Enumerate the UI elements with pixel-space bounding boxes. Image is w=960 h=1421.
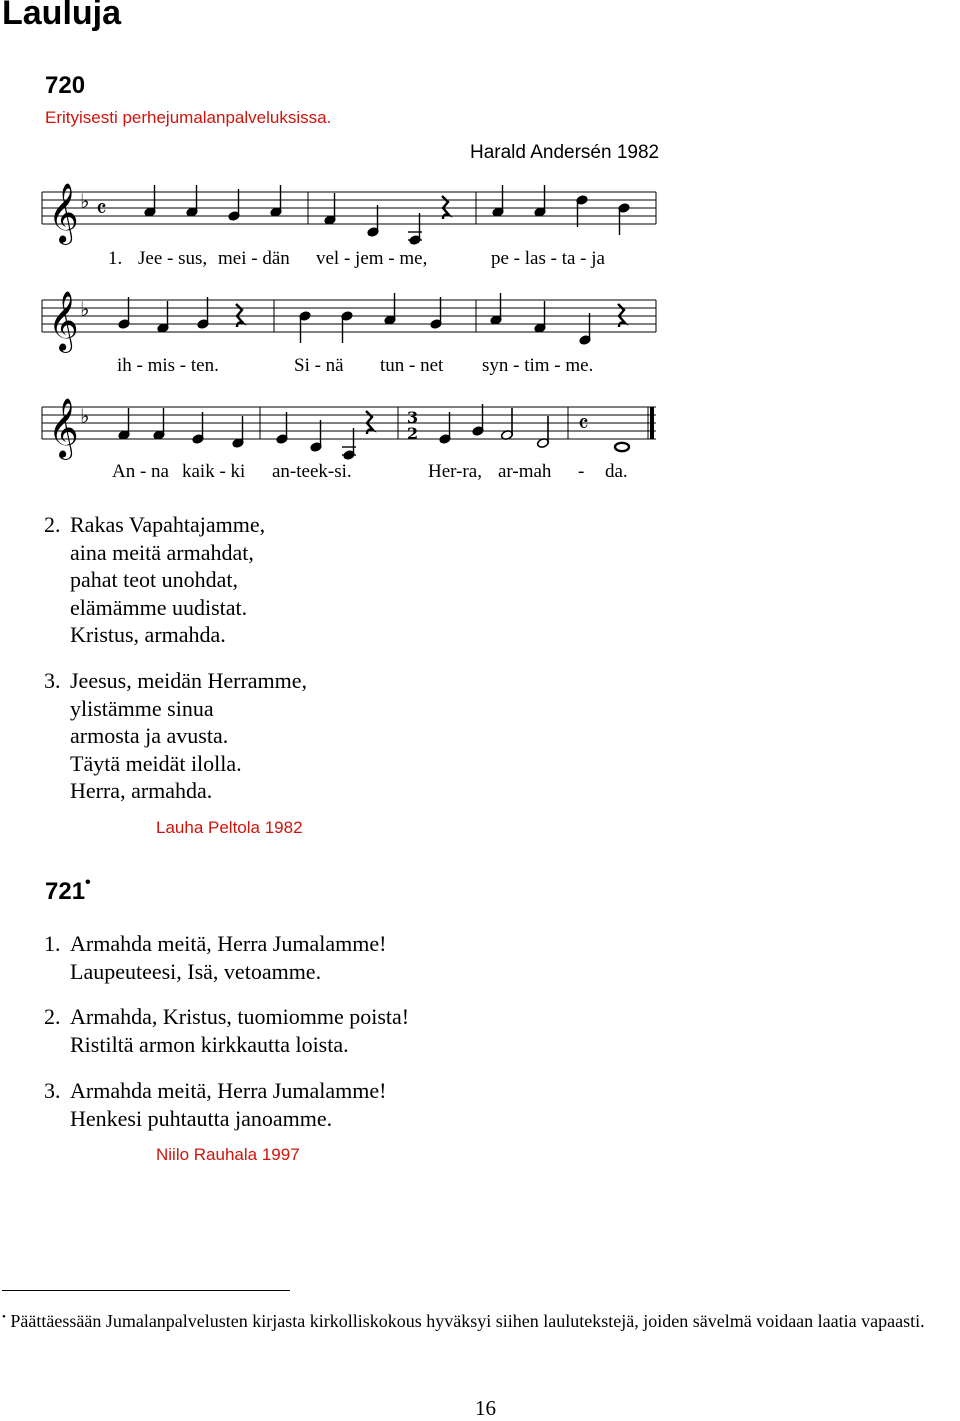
verse-number: 2. bbox=[44, 1004, 61, 1029]
lyric-syllable: tun - net bbox=[380, 355, 444, 376]
verse-line: Armahda meitä, Herra Jumalamme! bbox=[70, 1078, 387, 1103]
verse-number: 3. bbox=[44, 668, 61, 693]
lyric-syllable: ar-mah bbox=[498, 461, 552, 482]
music-staff-1 bbox=[40, 180, 660, 250]
hymn-721-verse-2 bbox=[44, 1003, 409, 1058]
footnote-marker: • bbox=[85, 874, 91, 891]
svg-text:𝄴: 𝄴 bbox=[96, 195, 107, 223]
verse-line: Ristiltä armon kirkkautta loista. bbox=[70, 1031, 349, 1057]
lyric-syllable: kaik - ki bbox=[182, 461, 246, 482]
footnote-divider bbox=[2, 1290, 290, 1291]
lyric-syllable: mei - dän bbox=[218, 248, 290, 269]
lyric-syllable: an-teek-si. bbox=[272, 461, 352, 482]
lyric-syllable: - bbox=[578, 461, 585, 482]
music-staff-2 bbox=[40, 288, 660, 358]
verse-line: Armahda, Kristus, tuomiomme poista! bbox=[70, 1004, 410, 1029]
verse-line: armosta ja avusta. bbox=[70, 723, 229, 748]
verse-line: Armahda meitä, Herra Jumalamme! bbox=[70, 931, 387, 956]
footnote-text: Päättäessään Jumalanpalvelusten kirjasta kirkolliskokous hyväksyi siihen laulutekstejä, joiden sävelmä voidaan laatia vapaasti. bbox=[10, 1311, 925, 1331]
verse-line: Henkesi puhtautta janoamme. bbox=[70, 1105, 333, 1131]
page-number: 16 bbox=[475, 1396, 496, 1420]
verse-line: Täytä meidät ilolla. bbox=[70, 750, 242, 776]
music-staff-3 bbox=[40, 395, 660, 465]
hymn-721-verse-1 bbox=[44, 930, 386, 985]
hymn-721-number-text: 721 bbox=[45, 878, 86, 905]
hymn-720-verse-2 bbox=[44, 511, 265, 649]
lyric-syllable: 1. bbox=[108, 248, 123, 269]
svg-text:𝄞: 𝄞 bbox=[48, 183, 79, 243]
hymn-720-author: Lauha Peltola 1982 bbox=[156, 818, 303, 837]
verse-line: Laupeuteesi, Isä, vetoamme. bbox=[70, 958, 322, 984]
footnote-marker: • bbox=[2, 1311, 6, 1323]
hymn-721-author: Niilo Rauhala 1997 bbox=[156, 1145, 300, 1164]
verse-line: elämämme uudistat. bbox=[70, 594, 248, 620]
hymn-720-number: 720 bbox=[45, 72, 86, 99]
lyric-syllable: An - na bbox=[112, 461, 169, 482]
verse-line: Jeesus, meidän Herramme, bbox=[70, 668, 308, 693]
lyric-syllable: da. bbox=[605, 461, 628, 482]
lyric-syllable: ih - mis - ten. bbox=[117, 355, 219, 376]
lyric-syllable: pe - las - ta - ja bbox=[491, 248, 605, 269]
verse-number: 1. bbox=[44, 931, 61, 956]
svg-text:𝄴: 𝄴 bbox=[578, 410, 589, 438]
lyric-syllable: Her-ra, bbox=[428, 461, 482, 482]
page-heading: Lauluja bbox=[2, 0, 122, 32]
lyric-syllable: Jee - sus, bbox=[138, 248, 208, 269]
svg-text:𝄞: 𝄞 bbox=[48, 291, 79, 351]
svg-text:♭: ♭ bbox=[80, 404, 90, 428]
hymn-720-subtitle: Erityisesti perhejumalanpalveluksissa. bbox=[45, 108, 332, 127]
svg-text:♭: ♭ bbox=[80, 297, 90, 321]
lyric-syllable: syn - tim - me. bbox=[482, 355, 594, 376]
verse-number: 3. bbox=[44, 1078, 61, 1103]
verse-line: Herra, armahda. bbox=[70, 778, 213, 803]
lyric-syllable: Si - nä bbox=[294, 355, 344, 376]
svg-text:2: 2 bbox=[407, 424, 419, 443]
svg-text:♭: ♭ bbox=[80, 189, 90, 213]
verse-line: pahat teot unohdat, bbox=[70, 567, 239, 592]
verse-line: aina meitä armahdat, bbox=[70, 539, 254, 565]
hymn-720-verse-3 bbox=[44, 667, 307, 805]
lyric-syllable: vel - jem - me, bbox=[316, 248, 428, 269]
svg-text:3: 3 bbox=[407, 408, 419, 427]
svg-text:𝄞: 𝄞 bbox=[48, 398, 79, 458]
verse-line: Rakas Vapahtajamme, bbox=[70, 512, 266, 537]
hymn-721-number bbox=[45, 874, 91, 906]
verse-line: Kristus, armahda. bbox=[70, 622, 226, 647]
hymn-720-composer: Harald Andersén 1982 bbox=[470, 142, 660, 163]
verse-line: ylistämme sinua bbox=[70, 695, 214, 721]
verse-number: 2. bbox=[44, 512, 61, 537]
hymn-721-verse-3 bbox=[44, 1077, 386, 1132]
footnote bbox=[2, 1305, 960, 1333]
